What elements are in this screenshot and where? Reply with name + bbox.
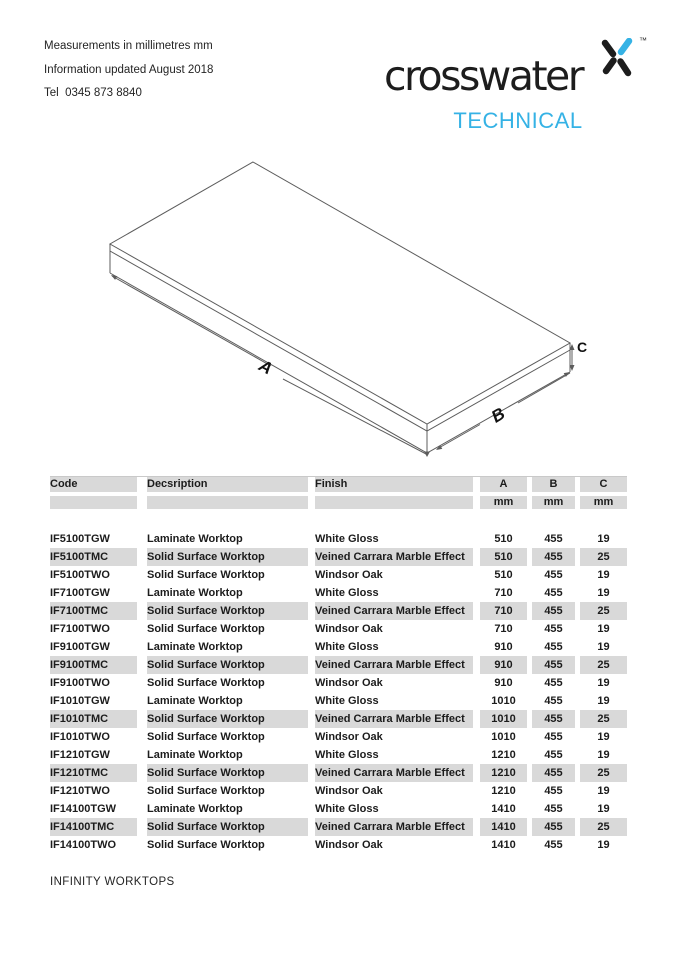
column-gap: [137, 620, 147, 638]
cell-a: 910: [480, 638, 527, 656]
column-gap: [137, 782, 147, 800]
cell-code: IF5100TMC: [50, 548, 137, 566]
table-row: [50, 584, 627, 602]
crosswater-wordmark: crosswater: [384, 52, 583, 100]
measurements-note: Measurements in millimetres mm: [44, 40, 213, 52]
table-unit-row: [50, 496, 627, 509]
table-row: [50, 620, 627, 638]
cell-description: Solid Surface Worktop: [147, 566, 308, 584]
cell-c: 19: [580, 692, 627, 710]
cell-c: 25: [580, 602, 627, 620]
column-gap: [137, 530, 147, 548]
column-gap: [308, 782, 315, 800]
cell-b: 455: [532, 818, 575, 836]
column-gap: [473, 477, 480, 492]
column-gap: [473, 530, 480, 548]
column-gap: [137, 692, 147, 710]
column-gap: [473, 728, 480, 746]
column-gap: [473, 566, 480, 584]
worktop-top-face: [110, 162, 570, 424]
cell-code: IF14100TGW: [50, 800, 137, 818]
cell-b: 455: [532, 530, 575, 548]
cell-finish: Veined Carrara Marble Effect: [315, 764, 473, 782]
worktop-table-body: [50, 530, 627, 854]
cell-description: Solid Surface Worktop: [147, 602, 308, 620]
cell-b: 455: [532, 782, 575, 800]
table-row: [50, 728, 627, 746]
cell-finish: White Gloss: [315, 692, 473, 710]
cell-finish: Veined Carrara Marble Effect: [315, 602, 473, 620]
cell-code: IF5100TGW: [50, 530, 137, 548]
unit-mm-b: mm: [532, 496, 575, 509]
column-gap: [308, 710, 315, 728]
column-gap: [473, 764, 480, 782]
column-gap: [308, 764, 315, 782]
col-header-description: Decsription: [147, 477, 308, 492]
table-row: [50, 692, 627, 710]
column-gap: [308, 496, 315, 509]
cell-description: Laminate Worktop: [147, 530, 308, 548]
table-row: [50, 674, 627, 692]
table-row: [50, 764, 627, 782]
cell-finish: Veined Carrara Marble Effect: [315, 710, 473, 728]
cell-a: 1210: [480, 782, 527, 800]
cell-code: IF9100TMC: [50, 656, 137, 674]
cell-code: IF5100TWO: [50, 566, 137, 584]
table-row: [50, 818, 627, 836]
column-gap: [473, 620, 480, 638]
column-gap: [308, 638, 315, 656]
header-body-spacer: [50, 509, 627, 530]
cell-finish: White Gloss: [315, 800, 473, 818]
dim-line-b-2: [518, 373, 570, 403]
column-gap: [473, 692, 480, 710]
cell-c: 25: [580, 764, 627, 782]
cell-finish: White Gloss: [315, 530, 473, 548]
cell-c: 25: [580, 548, 627, 566]
table-row: [50, 548, 627, 566]
column-gap: [473, 746, 480, 764]
cell-finish: White Gloss: [315, 746, 473, 764]
col-header-c: C: [580, 477, 627, 492]
cell-finish: White Gloss: [315, 584, 473, 602]
cell-b: 455: [532, 764, 575, 782]
cell-c: 19: [580, 584, 627, 602]
table-row: [50, 782, 627, 800]
cell-code: IF1010TWO: [50, 728, 137, 746]
column-gap: [308, 566, 315, 584]
col-header-code: Code: [50, 477, 137, 492]
cell-c: 19: [580, 620, 627, 638]
cell-c: 19: [580, 530, 627, 548]
cell-description: Solid Surface Worktop: [147, 782, 308, 800]
column-gap: [137, 496, 147, 509]
column-gap: [308, 836, 315, 854]
column-gap: [137, 477, 147, 492]
cell-code: IF1010TGW: [50, 692, 137, 710]
cell-finish: Windsor Oak: [315, 566, 473, 584]
cell-c: 25: [580, 710, 627, 728]
column-gap: [308, 800, 315, 818]
cell-description: Laminate Worktop: [147, 746, 308, 764]
table-row: [50, 836, 627, 854]
column-gap: [473, 548, 480, 566]
dim-arrow-a-end: [424, 452, 430, 458]
cell-b: 455: [532, 656, 575, 674]
column-gap: [473, 496, 480, 509]
cell-finish: Windsor Oak: [315, 836, 473, 854]
column-gap: [137, 638, 147, 656]
column-gap: [473, 782, 480, 800]
trademark-symbol: ™: [639, 36, 647, 45]
cell-code: IF14100TMC: [50, 818, 137, 836]
technical-tagline: TECHNICAL: [453, 108, 583, 133]
cell-finish: Windsor Oak: [315, 620, 473, 638]
worktop-spec-table: [50, 476, 627, 854]
cell-a: 710: [480, 620, 527, 638]
cell-finish: Windsor Oak: [315, 674, 473, 692]
cell-finish: Veined Carrara Marble Effect: [315, 548, 473, 566]
cell-b: 455: [532, 728, 575, 746]
column-gap: [308, 674, 315, 692]
table-row: [50, 602, 627, 620]
table-row: [50, 656, 627, 674]
cell-code: IF7100TGW: [50, 584, 137, 602]
cell-a: 1410: [480, 818, 527, 836]
cell-description: Solid Surface Worktop: [147, 548, 308, 566]
cell-code: IF7100TMC: [50, 602, 137, 620]
column-gap: [473, 818, 480, 836]
cell-b: 455: [532, 548, 575, 566]
cell-a: 510: [480, 566, 527, 584]
column-gap: [308, 746, 315, 764]
cell-finish: Windsor Oak: [315, 728, 473, 746]
cell-description: Laminate Worktop: [147, 692, 308, 710]
cell-code: IF1210TGW: [50, 746, 137, 764]
empty-header-cell: [50, 496, 137, 509]
cell-finish: Veined Carrara Marble Effect: [315, 818, 473, 836]
column-gap: [137, 602, 147, 620]
cell-c: 19: [580, 836, 627, 854]
cell-b: 455: [532, 674, 575, 692]
column-gap: [308, 530, 315, 548]
col-header-finish: Finish: [315, 477, 473, 492]
column-gap: [308, 548, 315, 566]
cell-description: Solid Surface Worktop: [147, 836, 308, 854]
cell-code: IF7100TWO: [50, 620, 137, 638]
column-gap: [308, 602, 315, 620]
column-gap: [308, 728, 315, 746]
table-row: [50, 746, 627, 764]
cell-a: 710: [480, 584, 527, 602]
empty-header-cell: [147, 496, 308, 509]
cell-description: Solid Surface Worktop: [147, 674, 308, 692]
cell-description: Solid Surface Worktop: [147, 764, 308, 782]
cell-b: 455: [532, 746, 575, 764]
dim-label-b: B: [488, 403, 509, 427]
dim-label-c: C: [577, 339, 588, 355]
cell-finish: Veined Carrara Marble Effect: [315, 656, 473, 674]
column-gap: [473, 710, 480, 728]
cell-c: 19: [580, 782, 627, 800]
column-gap: [137, 728, 147, 746]
cell-a: 910: [480, 674, 527, 692]
cell-description: Solid Surface Worktop: [147, 818, 308, 836]
cell-finish: White Gloss: [315, 638, 473, 656]
cell-c: 19: [580, 800, 627, 818]
cell-code: IF1010TMC: [50, 710, 137, 728]
table-header-row: [50, 477, 627, 492]
cell-code: IF14100TWO: [50, 836, 137, 854]
dim-line-b-1: [437, 425, 480, 450]
column-gap: [137, 674, 147, 692]
column-gap: [308, 620, 315, 638]
cell-code: IF1210TMC: [50, 764, 137, 782]
cell-b: 455: [532, 602, 575, 620]
cell-a: 1210: [480, 746, 527, 764]
cell-b: 455: [532, 710, 575, 728]
cell-description: Solid Surface Worktop: [147, 620, 308, 638]
cell-b: 455: [532, 584, 575, 602]
column-gap: [308, 584, 315, 602]
column-gap: [137, 656, 147, 674]
column-gap: [308, 477, 315, 492]
cell-description: Laminate Worktop: [147, 800, 308, 818]
cell-code: IF9100TGW: [50, 638, 137, 656]
cell-c: 19: [580, 746, 627, 764]
column-gap: [308, 656, 315, 674]
column-gap: [473, 674, 480, 692]
unit-mm-c: mm: [580, 496, 627, 509]
cell-code: IF1210TWO: [50, 782, 137, 800]
cell-description: Laminate Worktop: [147, 638, 308, 656]
cell-code: IF9100TWO: [50, 674, 137, 692]
cell-finish: Windsor Oak: [315, 782, 473, 800]
col-header-a: A: [480, 477, 527, 492]
cell-a: 710: [480, 602, 527, 620]
table-row: [50, 710, 627, 728]
column-gap: [308, 692, 315, 710]
column-gap: [137, 548, 147, 566]
column-gap: [137, 746, 147, 764]
cell-a: 1010: [480, 728, 527, 746]
cell-c: 19: [580, 638, 627, 656]
column-gap: [473, 836, 480, 854]
updated-note: Information updated August 2018: [44, 63, 214, 76]
col-header-b: B: [532, 477, 575, 492]
telephone-number: Tel 0345 873 8840: [44, 87, 142, 99]
cell-b: 455: [532, 692, 575, 710]
cell-description: Solid Surface Worktop: [147, 710, 308, 728]
column-gap: [137, 764, 147, 782]
cell-b: 455: [532, 800, 575, 818]
column-gap: [137, 566, 147, 584]
cell-b: 455: [532, 638, 575, 656]
column-gap: [137, 710, 147, 728]
column-gap: [137, 836, 147, 854]
dim-arrow-a-start: [111, 275, 117, 280]
column-gap: [473, 602, 480, 620]
empty-header-cell: [315, 496, 473, 509]
cell-c: 19: [580, 674, 627, 692]
dim-label-a: A: [255, 355, 276, 379]
cell-c: 25: [580, 818, 627, 836]
column-gap: [137, 800, 147, 818]
column-gap: [473, 638, 480, 656]
cell-description: Laminate Worktop: [147, 584, 308, 602]
cell-c: 25: [580, 656, 627, 674]
worktop-diagram: [0, 0, 679, 470]
cell-description: Solid Surface Worktop: [147, 728, 308, 746]
cell-a: 1410: [480, 800, 527, 818]
cell-b: 455: [532, 620, 575, 638]
footer-title: INFINITY WORKTOPS: [50, 876, 175, 888]
table-row: [50, 530, 627, 548]
column-gap: [137, 584, 147, 602]
table-row: [50, 638, 627, 656]
unit-mm-a: mm: [480, 496, 527, 509]
cell-a: 1010: [480, 692, 527, 710]
cell-a: 910: [480, 656, 527, 674]
table-row: [50, 566, 627, 584]
column-gap: [473, 584, 480, 602]
column-gap: [473, 800, 480, 818]
cell-a: 1410: [480, 836, 527, 854]
cell-b: 455: [532, 836, 575, 854]
cell-a: 510: [480, 530, 527, 548]
column-gap: [308, 818, 315, 836]
cell-a: 1210: [480, 764, 527, 782]
column-gap: [473, 656, 480, 674]
cell-b: 455: [532, 566, 575, 584]
table-row: [50, 800, 627, 818]
column-gap: [137, 818, 147, 836]
cell-c: 19: [580, 566, 627, 584]
cell-a: 1010: [480, 710, 527, 728]
cell-description: Solid Surface Worktop: [147, 656, 308, 674]
cell-a: 510: [480, 548, 527, 566]
cell-c: 19: [580, 728, 627, 746]
